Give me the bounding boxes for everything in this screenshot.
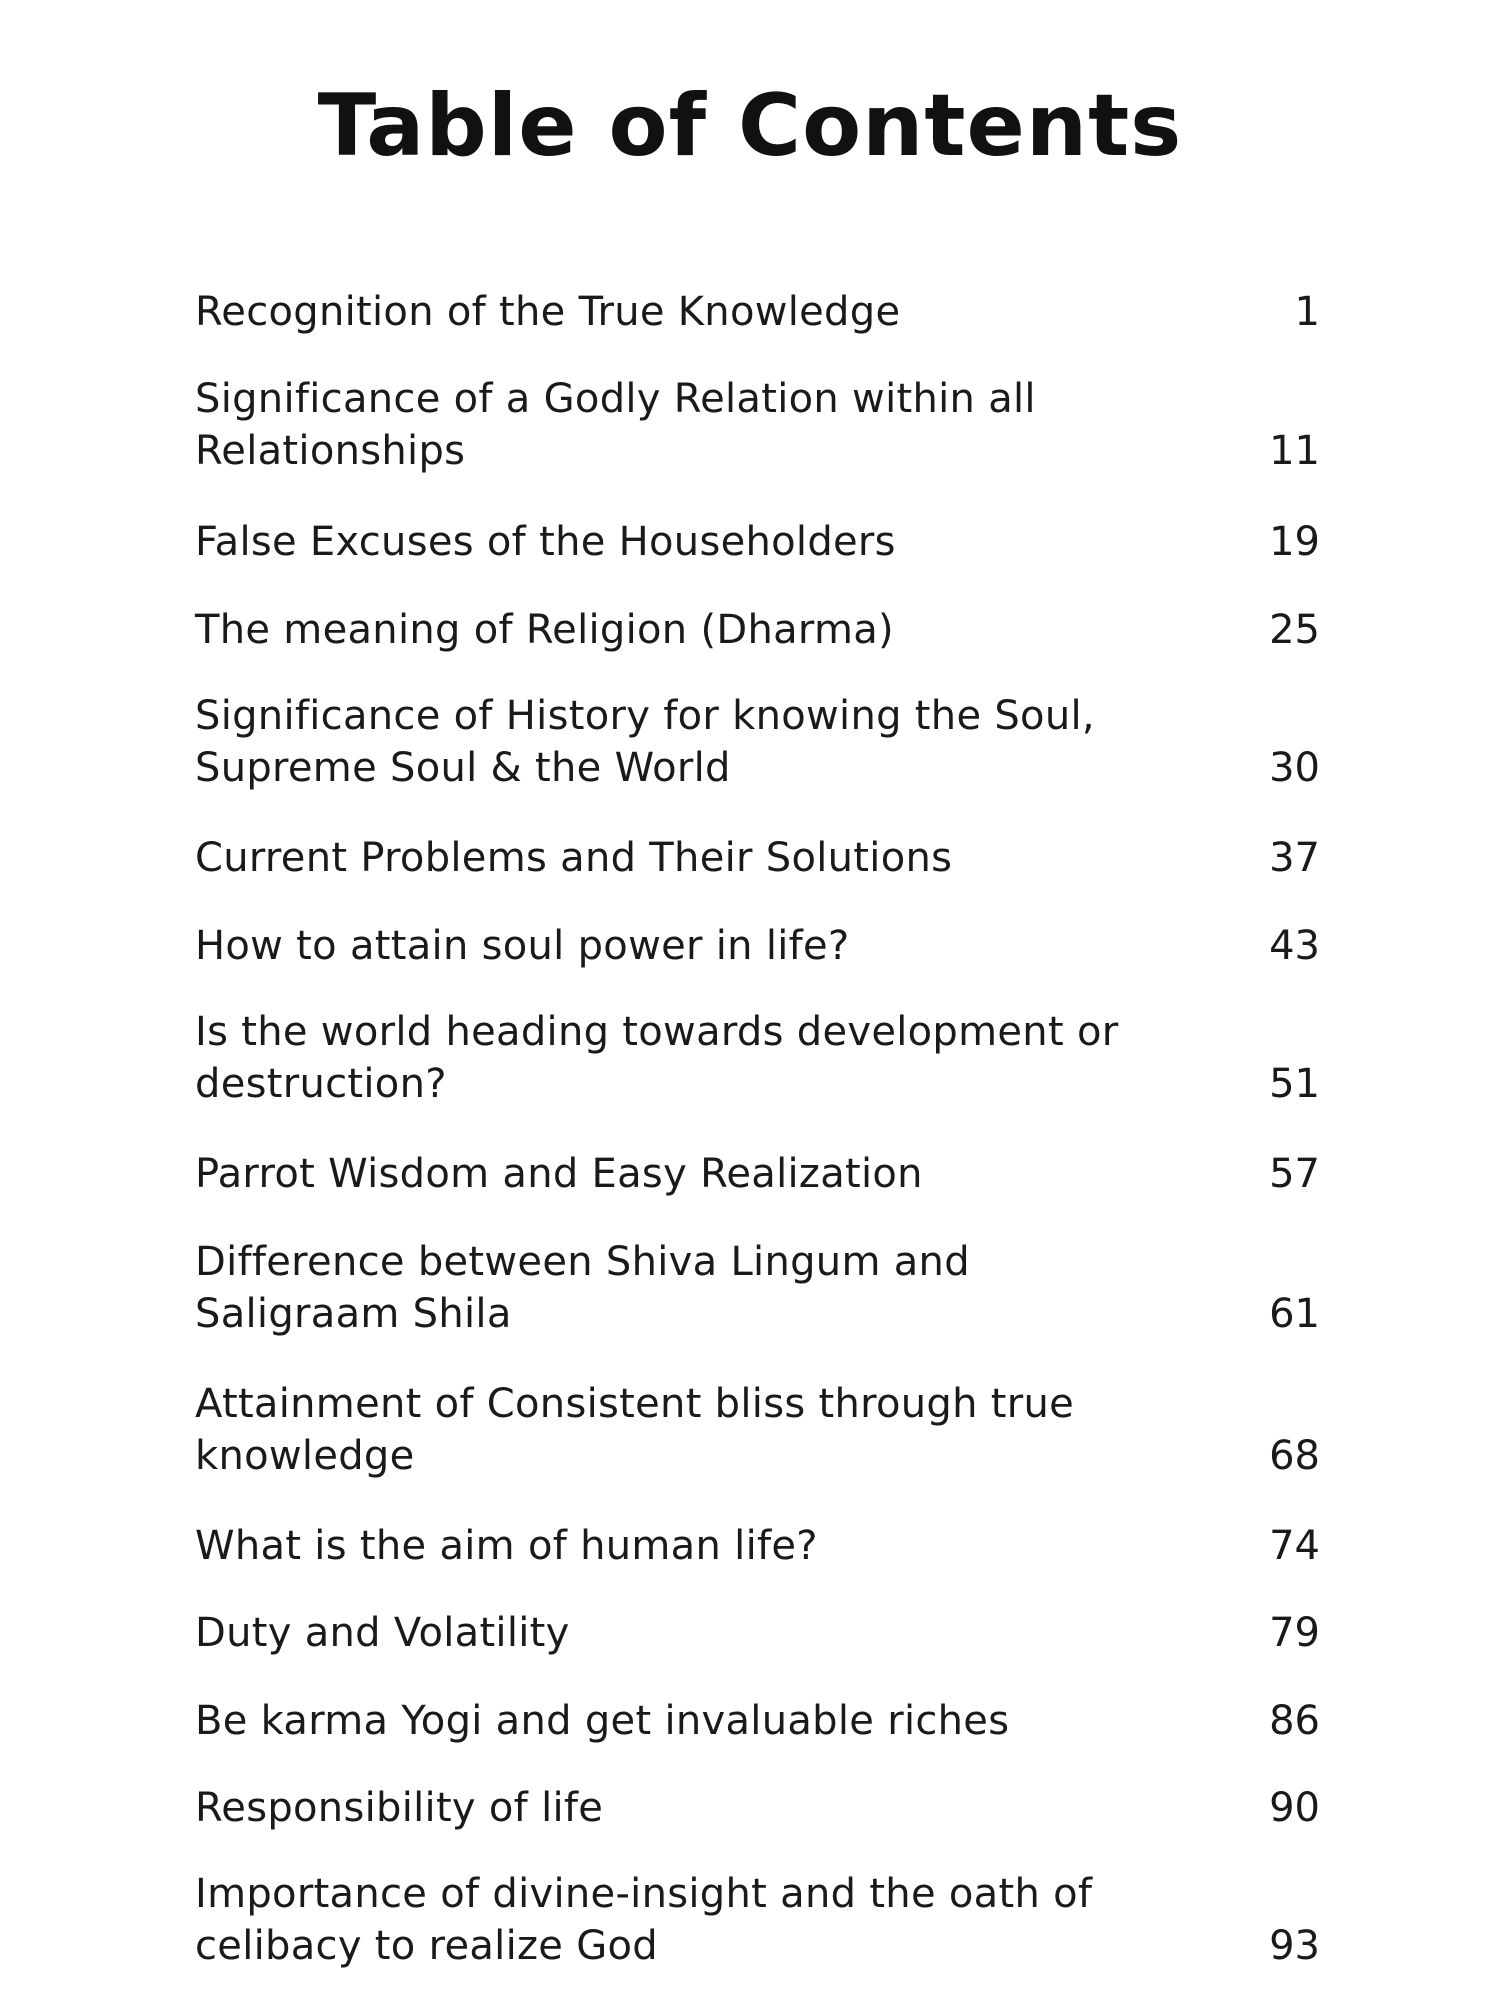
- toc-entry: [195, 1868, 1320, 1972]
- toc-entry-page-number: 57: [1269, 1151, 1320, 1197]
- toc-entry-page-number: 25: [1269, 607, 1320, 653]
- toc-entry-title: Duty and Volatility: [195, 1610, 570, 1656]
- toc-entry-title: Is the world heading towards development or destruction?: [195, 1009, 1119, 1107]
- toc-entry-title: Current Problems and Their Solutions: [195, 835, 953, 881]
- toc-entry: [195, 1607, 1320, 1659]
- toc-entry-title: Be karma Yogi and get invaluable riches: [195, 1698, 1010, 1744]
- page-title: Table of Contents: [317, 75, 1183, 176]
- toc-entry: [195, 286, 1320, 338]
- toc-entry-title: Recognition of the True Knowledge: [195, 289, 901, 335]
- toc-entry-title: Responsibility of life: [195, 1785, 604, 1831]
- toc-entry-page-number: 86: [1269, 1698, 1320, 1744]
- toc-entry: [195, 1236, 1320, 1340]
- toc-entry-page-number: 51: [1269, 1061, 1320, 1107]
- toc-entry-page-number: 61: [1269, 1291, 1320, 1337]
- toc-entry-page-number: 93: [1269, 1923, 1320, 1969]
- toc-entry: [195, 516, 1320, 568]
- toc-entry: [195, 604, 1320, 656]
- toc-entry-title: Importance of divine-insight and the oath of celibacy to realize God: [195, 1871, 1093, 1969]
- toc-entry-page-number: 11: [1269, 428, 1320, 474]
- toc-entry-title: Significance of a Godly Relation within all Relationships: [195, 376, 1036, 474]
- toc-entry-page-number: 68: [1269, 1433, 1320, 1479]
- toc-entry-title: How to attain soul power in life?: [195, 923, 850, 969]
- toc-entry: [195, 920, 1320, 972]
- toc-entry-page-number: 79: [1269, 1610, 1320, 1656]
- toc-entry-page-number: 30: [1269, 745, 1320, 791]
- toc-entry-page-number: 90: [1269, 1785, 1320, 1831]
- toc-entry: [195, 832, 1320, 884]
- toc-entry: [195, 1782, 1320, 1834]
- toc-entry: [195, 690, 1320, 794]
- toc-entry-page-number: 19: [1269, 519, 1320, 565]
- toc-entry: [195, 1520, 1320, 1572]
- toc-entry-title: False Excuses of the Householders: [195, 519, 896, 565]
- toc-entry-title: What is the aim of human life?: [195, 1523, 818, 1569]
- toc-entry-title: Significance of History for knowing the Soul, Supreme Soul & the World: [195, 693, 1095, 791]
- toc-entry: [195, 1695, 1320, 1747]
- toc-entry-title: The meaning of Religion (Dharma): [195, 607, 894, 653]
- toc-entry: [195, 373, 1320, 477]
- toc-entry-title: Parrot Wisdom and Easy Realization: [195, 1151, 923, 1197]
- toc-entry-page-number: 37: [1269, 835, 1320, 881]
- toc-entry: [195, 1006, 1320, 1110]
- toc-entry: [195, 1148, 1320, 1200]
- toc-entry-page-number: 74: [1269, 1523, 1320, 1569]
- toc-entry-title: Difference between Shiva Lingum and Saligraam Shila: [195, 1239, 970, 1337]
- toc-entry-page-number: 43: [1269, 923, 1320, 969]
- toc-entry-page-number: 1: [1294, 289, 1320, 335]
- toc-entry: [195, 1378, 1320, 1482]
- toc-entry-title: Attainment of Consistent bliss through true knowledge: [195, 1381, 1075, 1479]
